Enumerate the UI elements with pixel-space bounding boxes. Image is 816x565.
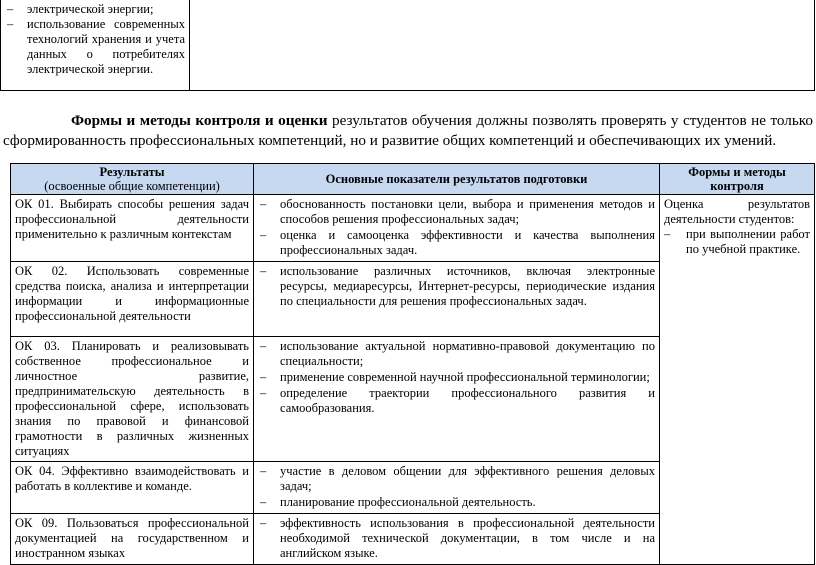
forms-item xyxy=(664,227,810,257)
indicator-cell xyxy=(254,262,660,337)
top-table-fragment xyxy=(0,0,815,91)
top-list-item-text: использование современных технологий хранения и учета данных о потребителях электрической энергии. xyxy=(27,17,185,76)
indicator-cell xyxy=(254,195,660,262)
indicator-item xyxy=(258,228,655,258)
assessment-table xyxy=(10,163,815,565)
result-cell: ОК 03. Планировать и реализовывать собственное профессиональное и личностное развитие, предпринимательскую деятельность в профессиональной сфере, использовать знания по правовой и финансовой грамотности в различных жизненных ситуациях xyxy=(11,337,254,462)
top-list xyxy=(7,2,185,77)
indicator-text: эффективность использования в профессиональной деятельности необходимой технической документации, в том числе и на английском языке. xyxy=(280,516,655,560)
table-header-row xyxy=(11,164,815,195)
dash-bullet: – xyxy=(260,370,267,384)
indicator-cell xyxy=(254,514,660,565)
dash-bullet: – xyxy=(260,464,267,478)
result-cell: ОК 01. Выбирать способы решения задач профессиональной деятельности применительно к различным контекстам xyxy=(11,195,254,262)
column-divider xyxy=(189,0,190,90)
header-indicators xyxy=(254,164,660,195)
indicator-text: использование различных источников, включая электронные ресурсы, медиаресурсы, Интернет-ресурсы, периодические издания по специальности для решения профессиональных задач. xyxy=(280,264,655,308)
dash-bullet: – xyxy=(260,197,267,211)
indicator-cell xyxy=(254,462,660,514)
intro-bold: Формы и методы контроля и оценки xyxy=(71,112,328,129)
indicator-item xyxy=(258,516,655,561)
dash-bullet: – xyxy=(260,386,267,400)
indicator-text: определение траектории профессионального развития и самообразования. xyxy=(280,386,655,415)
dash-bullet: – xyxy=(260,228,267,242)
forms-item-text: при выполнении работ по учебной практике. xyxy=(686,227,810,256)
result-cell: ОК 04. Эффективно взаимодействовать и работать в коллективе и команде. xyxy=(11,462,254,514)
indicator-item xyxy=(258,495,655,510)
dash-bullet: – xyxy=(260,516,267,530)
indicator-text: планирование профессиональной деятельность. xyxy=(280,495,536,509)
top-list-item xyxy=(7,2,185,17)
indicator-text: участие в деловом общении для эффективного решения деловых задач; xyxy=(280,464,655,493)
dash-bullet: – xyxy=(260,339,267,353)
indicator-item xyxy=(258,370,655,385)
dash-bullet: – xyxy=(7,2,14,16)
indicator-item xyxy=(258,339,655,369)
indicator-item xyxy=(258,386,655,416)
indicator-cell xyxy=(254,337,660,462)
forms-cell xyxy=(660,195,815,565)
indicator-text: оценка и самооценка эффективности и качества выполнения профессиональных задач. xyxy=(280,228,655,257)
forms-text: Оценка результатов деятельности студентов: xyxy=(664,197,810,226)
result-cell: ОК 09. Пользоваться профессиональной документацией на государственном и иностранном языках xyxy=(11,514,254,565)
header-results-title: Результаты xyxy=(99,165,165,179)
indicator-item xyxy=(258,197,655,227)
dash-bullet: – xyxy=(7,17,14,31)
header-forms xyxy=(660,164,815,195)
header-results-sub: (освоенные общие компетенции) xyxy=(44,179,220,193)
dash-bullet: – xyxy=(664,227,671,241)
indicator-item xyxy=(258,264,655,309)
intro-paragraph xyxy=(3,111,813,151)
intro-text: результатов обучения должны позволять проверять у студентов не только сформированность профессиональных компетенций, но и развитие общих компетенций и обеспечивающих их умений. xyxy=(3,112,813,149)
indicator-text: обоснованность постановки цели, выбора и применения методов и способов решения профессиональных задач; xyxy=(280,197,655,226)
dash-bullet: – xyxy=(260,495,267,509)
table-row xyxy=(11,195,815,262)
result-cell: ОК 02. Использовать современные средства поиска, анализа и интерпретации информации и информационные профессиональной деятельности xyxy=(11,262,254,337)
header-results xyxy=(11,164,254,195)
top-list-item xyxy=(7,17,185,77)
indicator-text: использование актуальной нормативно-правовой документацию по специальности; xyxy=(280,339,655,368)
header-forms-title: Формы и методы контроля xyxy=(688,165,786,193)
indicator-item xyxy=(258,464,655,494)
dash-bullet: – xyxy=(260,264,267,278)
indicator-text: применение современной научной профессиональной терминологии; xyxy=(280,370,650,384)
header-indicators-title: Основные показатели результатов подготовки xyxy=(325,172,588,186)
top-list-item-text: электрической энергии; xyxy=(27,2,154,16)
